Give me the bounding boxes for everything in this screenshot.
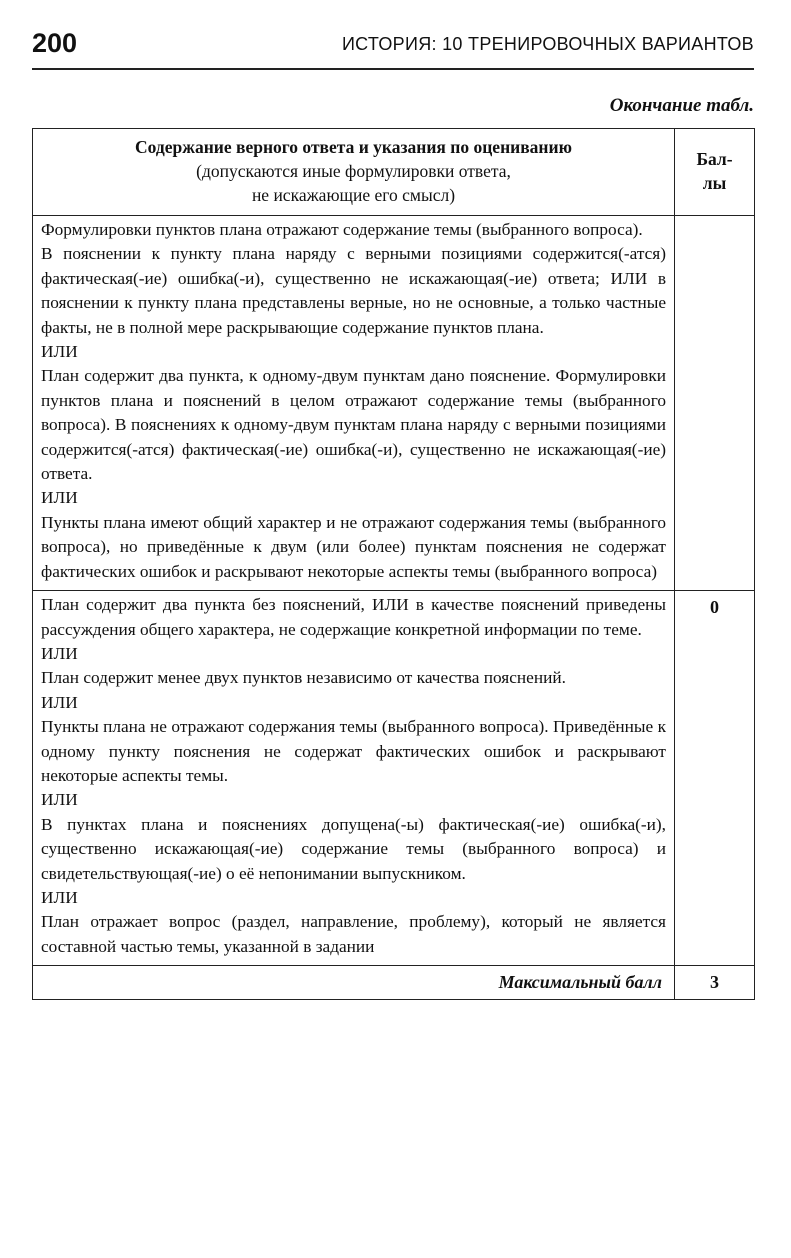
table-row: [33, 216, 755, 591]
header-main: Содержание верного ответа и указания по оцениванию: [135, 137, 572, 157]
row2-paragraph: В пунктах плана и пояснениях допущена(-ы) фактическая(-ие) ошибка(-и), существенно искажающая(-ие) содержание темы (выбранного вопроса) и свидетельствующая(-ие) о её непонимании выпускником.: [41, 814, 666, 883]
row1-paragraph: В пояснении к пункту плана наряду с верными позициями содержится(-атся) фактическая(-ие) ошибка(-и), существенно не искажающая(-ие) ответа; ИЛИ в пояснении к пункту плана представлены верные, но не основные, а только частные факты, не в полной мере раскрывающие содержание пунктов плана.: [41, 244, 666, 337]
header-score-line-2: лы: [702, 173, 727, 193]
row2-paragraph: План содержит менее двух пунктов независимо от качества пояснений.: [41, 668, 566, 688]
running-title: ИСТОРИЯ: 10 ТРЕНИРОВОЧНЫХ ВАРИАНТОВ: [341, 34, 754, 54]
total-row: [33, 966, 755, 1000]
row2-or-separator: ИЛИ: [41, 643, 78, 663]
page-header: [32, 24, 754, 70]
row2-or-separator: ИЛИ: [41, 887, 78, 907]
header-score-line-1: Бал-: [696, 149, 733, 169]
row2-paragraph: План содержит два пункта без пояснений, ИЛИ в качестве пояснений приведены рассуждения общего характера, не содержащие конкретной информации по теме.: [41, 595, 666, 639]
max-score-label: Максимальный балл: [33, 966, 675, 1000]
row1-paragraph: Формулировки пунктов плана отражают содержание темы (выбранного вопроса).: [41, 220, 643, 239]
header-score-cell: [675, 129, 755, 216]
row1-criteria: [33, 216, 675, 591]
row2-criteria: [33, 591, 675, 966]
row1-or-separator: ИЛИ: [41, 342, 78, 362]
header-content-cell: [33, 129, 675, 216]
row1-score: [675, 216, 755, 591]
row2-score: 0: [675, 591, 755, 966]
header-sub-line-2: не искажающие его смысл): [251, 185, 456, 205]
table-caption: Окончание табл.: [609, 95, 754, 116]
row2-or-separator: ИЛИ: [41, 692, 78, 712]
header-sub-line-1: (допускаются иные формулировки ответа,: [196, 161, 511, 181]
row1-or-separator: ИЛИ: [41, 488, 78, 508]
row2-paragraph: Пункты плана не отражают содержания темы (выбранного вопроса). Приведённые к одному пункту пояснения не содержат фактических ошибок и раскрывают некоторые аспекты темы.: [41, 717, 666, 785]
max-score-value: 3: [675, 966, 755, 1000]
row1-paragraph: План содержит два пункта, к одному-двум пунктам дано пояснение. Формулировки пунктов плана и пояснений в целом отражают содержание темы (выбранного вопроса). В пояснениях к одному-двум пунктам плана наряду с верными позициями содержится(-атся) фактическая(-ие) ошибка(-и), существенно не искажающая(-ие) ответа.: [41, 366, 666, 484]
page-number: 200: [32, 28, 78, 58]
grading-table: [32, 128, 755, 1000]
row2-or-separator: ИЛИ: [41, 790, 78, 810]
row2-paragraph: План отражает вопрос (раздел, направление, проблему), который не является составной частью темы, указанной в задании: [41, 912, 666, 956]
table-header-row: [33, 129, 755, 216]
row1-paragraph: Пункты плана имеют общий характер и не отражают содержания темы (выбранного вопроса), но приведённые к двум (или более) пунктам пояснения не содержат фактических ошибок и раскрывают некоторые аспекты темы (выбранного вопроса): [41, 512, 666, 581]
table-row: [33, 591, 755, 966]
